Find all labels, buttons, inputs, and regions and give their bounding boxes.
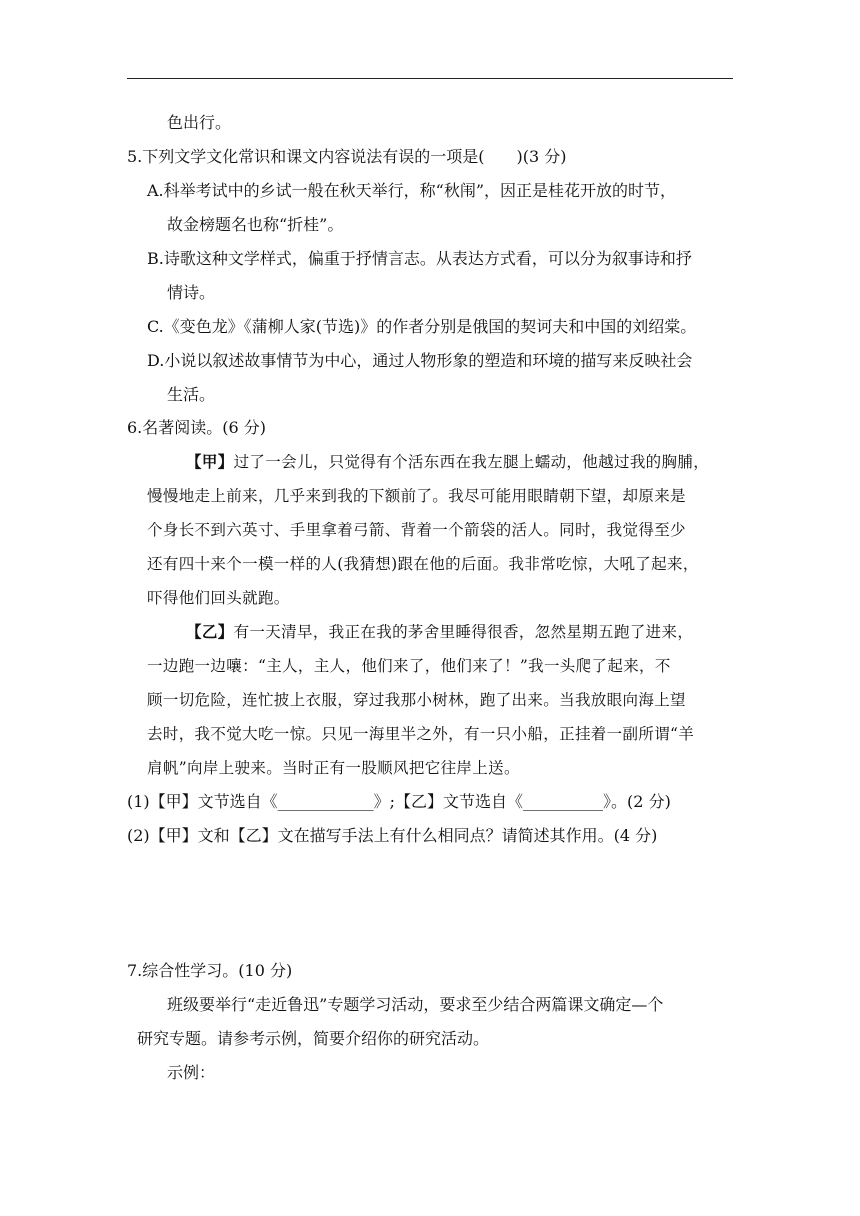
q6-passage-yi-line3: 顾一切危险，连忙披上衣服，穿过我那小树林，跑了出来。当我放眼向海上望: [147, 691, 686, 709]
q5-option-a-line1: A.科举考试中的乡试一般在秋天举行，称“秋闱”，因正是桂花开放的时节，: [147, 181, 677, 200]
q6-passage-jia-line4: 还有四十来个一模一样的人(我猜想)跟在他的后面。我非常吃惊，大吼了起来，: [147, 555, 699, 573]
q5-stem: 5.下列文学文化常识和课文内容说法有误的一项是( )(3 分): [127, 147, 567, 166]
q6-passage-jia-line2: 慢慢地走上前来，几乎来到我的下额前了。我尽可能用眼睛朝下望，却原来是: [147, 487, 686, 505]
q5-option-d-line1: D.小说以叙述故事情节为中心，通过人物形象的塑造和环境的描写来反映社会: [147, 351, 693, 370]
q6-passage-yi-line4: 去时，我不觉大吃一惊。只见一海里半之外，有一只小船，正挂着一副所谓“羊: [147, 725, 695, 743]
header-rule: [127, 78, 733, 79]
q7-para-line2: 研究专题。请参考示例，简要介绍你的研究活动。: [137, 1029, 490, 1048]
q5-option-a-line2: 故金榜题名也称“折桂”。: [167, 215, 344, 234]
q5-option-d-line2: 生活。: [167, 385, 216, 404]
q7-example-label: 示例：: [167, 1063, 216, 1082]
passage-tag-yi: 【乙】: [186, 622, 234, 641]
q6-passage-yi-line2: 一边跑一边嚷：“主人，主人，他们来了，他们来了！”我一头爬了起来，不: [147, 657, 671, 675]
q6-passage-yi-line5: 肩帆”向岸上驶来。当时正有一股顺风把它往岸上送。: [147, 759, 520, 777]
q5-option-b-line2: 情诗。: [167, 283, 216, 302]
q5-continuation: 色出行。: [167, 113, 232, 132]
q7-para-line1: 班级要举行“走近鲁迅”专题学习活动，要求至少结合两篇课文确定—个: [167, 995, 664, 1014]
q6-passage-jia-line3: 个身长不到六英寸、手里拿着弓箭、背着一个箭袋的活人。同时，我觉得至少: [147, 521, 686, 539]
passage-tag-jia: 【甲】: [186, 452, 234, 471]
q6-passage-yi-line1: 【乙】有一天清早，我正在我的茅舍里睡得很香，忽然星期五跑了进来，: [186, 622, 694, 641]
q6-passage-jia-line1: 【甲】过了一会儿，只觉得有个活东西在我左腿上蠕动，他越过我的胸脯，: [186, 452, 710, 471]
q6-passage-jia-line5: 吓得他们回头就跑。: [147, 589, 290, 607]
q6-sub2: (2)【甲】文和【乙】文在描写手法上有什么相同点？请简述其作用。(4 分): [127, 826, 658, 845]
q6-sub1: (1)【甲】文节选自《____________》;【乙】文节选自《__________》。(2 分): [127, 792, 671, 811]
q5-option-b-line1: B.诗歌这种文学样式，偏重于抒情言志。从表达方式看，可以分为叙事诗和抒: [147, 249, 692, 268]
q5-option-c: C.《变色龙》《蒲柳人家(节选)》的作者分别是俄国的契诃夫和中国的刘绍棠。: [147, 317, 697, 336]
q7-stem: 7.综合性学习。(10 分): [127, 961, 293, 980]
q6-stem: 6.名著阅读。(6 分): [127, 418, 267, 437]
